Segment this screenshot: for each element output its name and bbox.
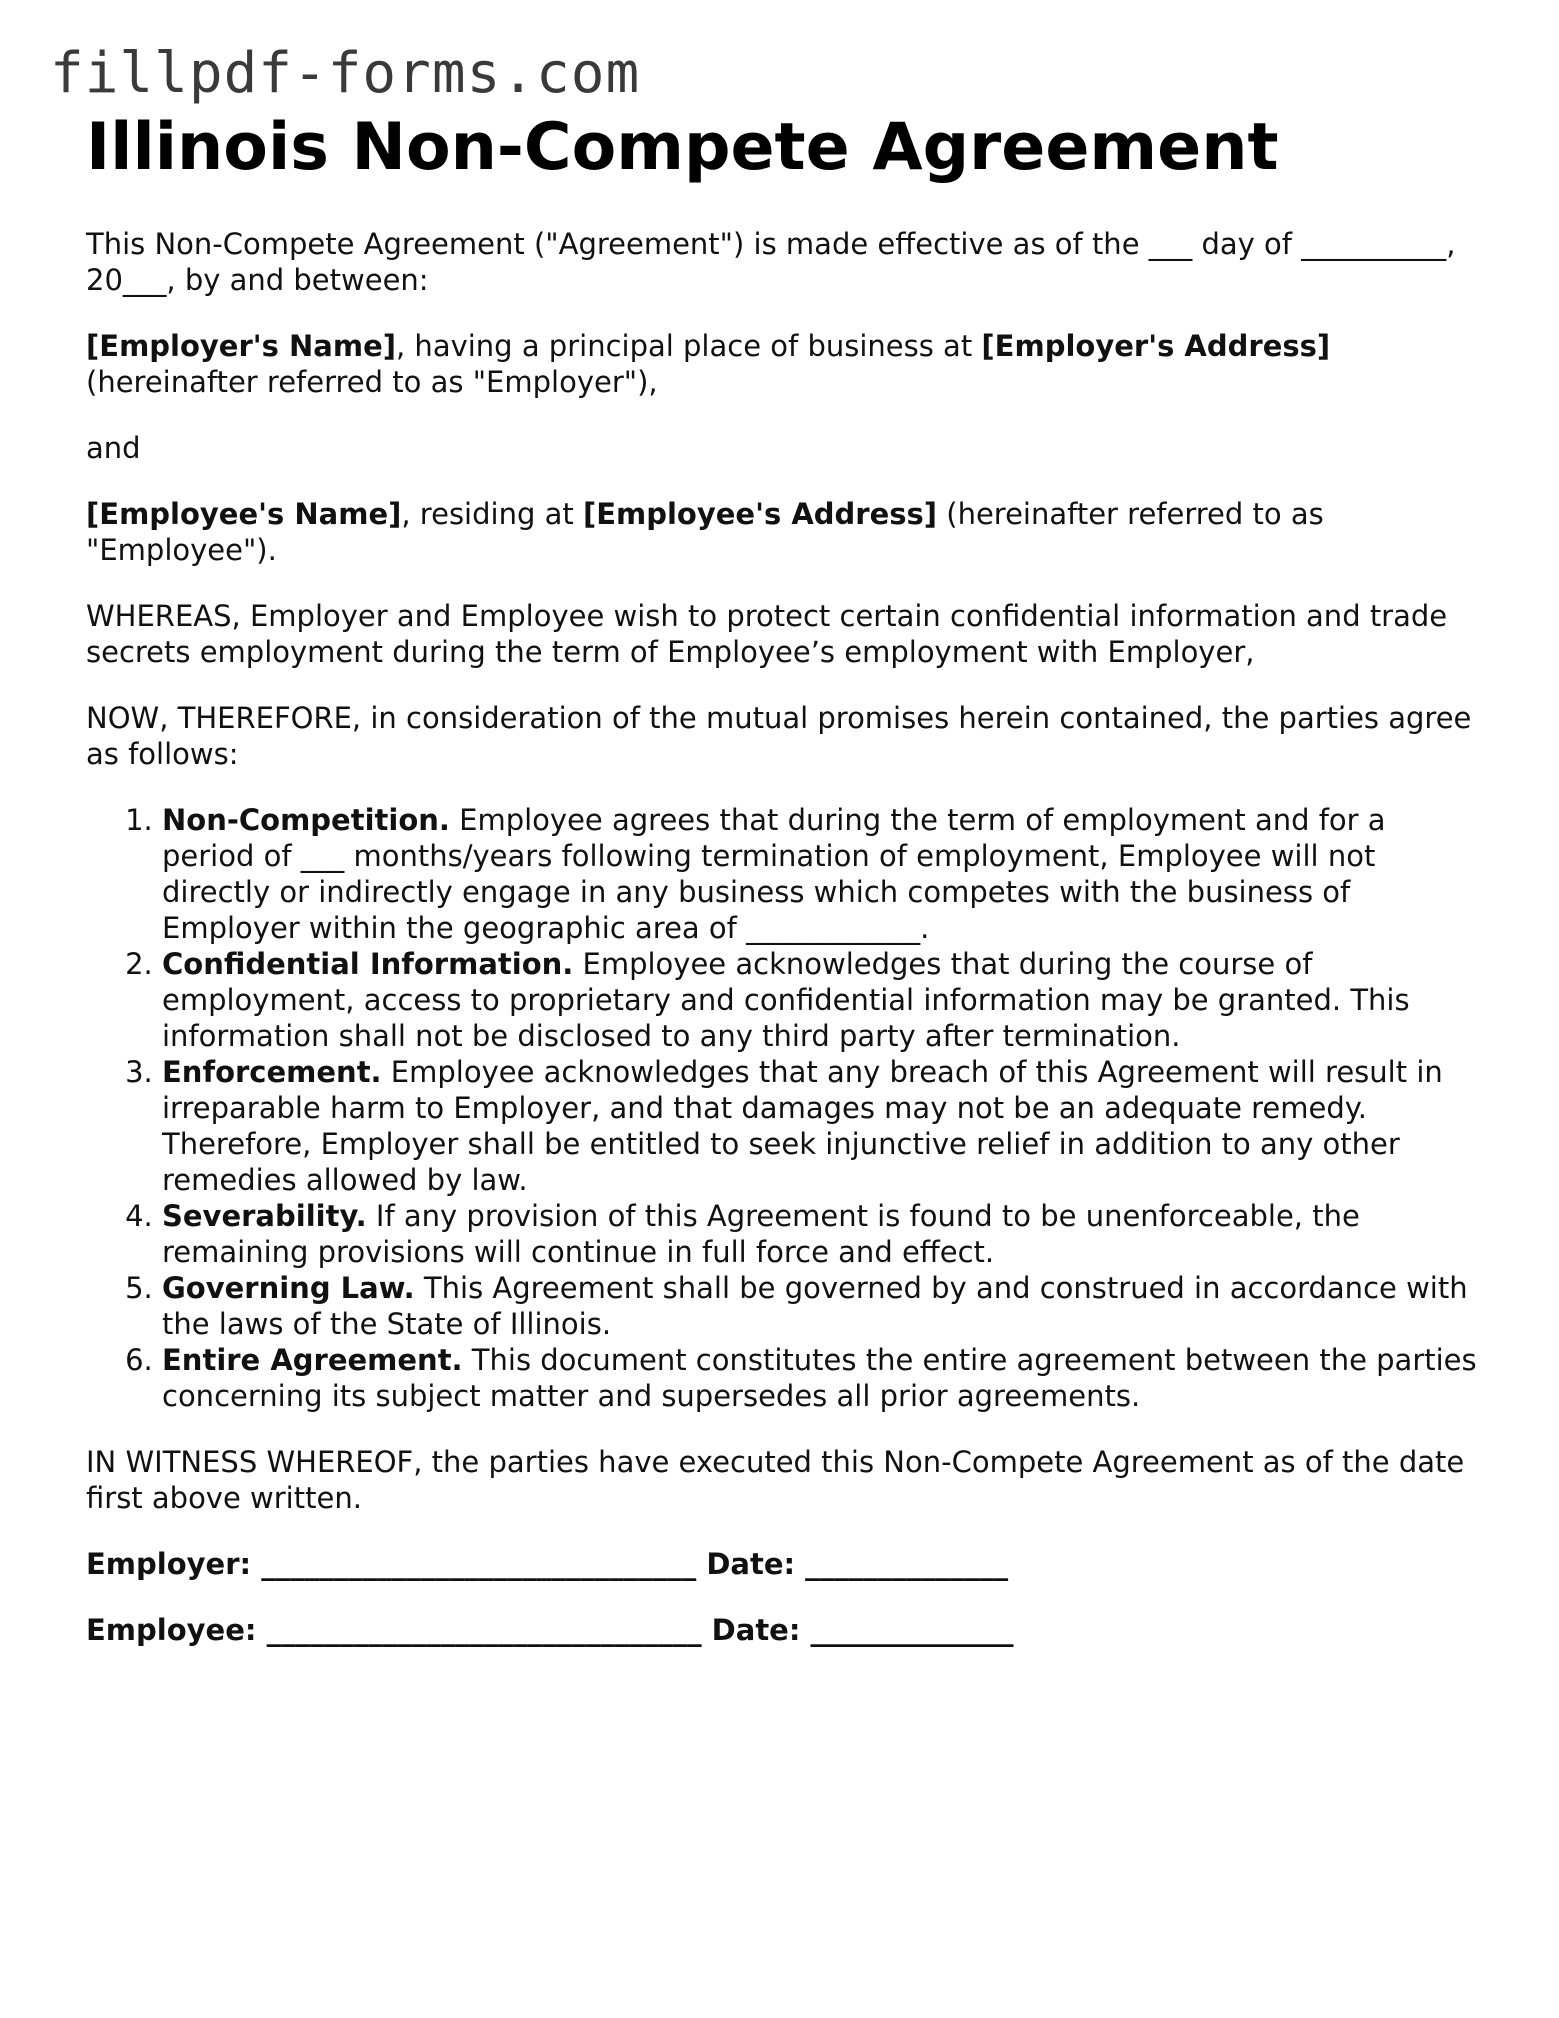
employee-address-placeholder: [Employee's Address]: [582, 497, 938, 531]
document-body: [86, 110, 1486, 1678]
clause-heading: Enforcement.: [162, 1055, 382, 1089]
clause-item: [162, 1198, 1486, 1270]
employee-party-paragraph: [86, 496, 1486, 568]
clause-item: [162, 946, 1486, 1054]
employer-party-tail: (hereinafter referred to as "Employer"),: [86, 365, 658, 399]
employee-party-middle: , residing at: [401, 497, 583, 531]
clause-item: [162, 1054, 1486, 1198]
clause-heading: Governing Law.: [162, 1271, 415, 1305]
clause-heading: Severability.: [162, 1199, 367, 1233]
clause-text: Employee acknowledges that any breach of this Agreement will result in irreparable harm to Employer, and that damages may not be an adequate remedy. Therefore, Employer shall be entitled to seek injunctive relief in addition to any other remedies allowed by law.: [162, 1055, 1443, 1197]
intro-paragraph: This Non-Compete Agreement ("Agreement") is made effective as of the ___ day of __________, 20___, by and between:: [86, 227, 1456, 297]
clause-text: This Agreement shall be governed by and construed in accordance with the laws of the State of Illinois.: [162, 1271, 1468, 1341]
document-title: Illinois Non-Compete Agreement: [86, 110, 1279, 185]
clause-text: If any provision of this Agreement is found to be unenforceable, the remaining provisions will continue in full force and effect.: [162, 1199, 1360, 1269]
clause-text: Employee acknowledges that during the course of employment, access to proprietary and confidential information may be granted. This information shall not be disclosed to any third party after termination.: [162, 947, 1410, 1053]
watermark-text: fillpdf-forms.com: [50, 41, 641, 106]
clause-heading: Non-Competition.: [162, 803, 450, 837]
clause-text: Employee agrees that during the term of employment and for a period of ___ months/years following termination of employment, Employee will not directly or indirectly engage in any business which competes with the business of Employer within the geographic area of ____________.: [162, 803, 1386, 945]
whereas-paragraph: WHEREAS, Employer and Employee wish to protect certain confidential information and trade secrets employment during the term of Employee’s employment with Employer,: [86, 599, 1448, 669]
employee-name-placeholder: [Employee's Name]: [86, 497, 402, 531]
employee-party-tail: (hereinafter referred to as "Employee").: [86, 497, 1324, 567]
clause-item: [162, 1342, 1486, 1414]
employer-name-placeholder: [Employer's Name]: [86, 329, 396, 363]
clause-item: [162, 802, 1486, 946]
clause-list: [86, 802, 1486, 1414]
employer-party-middle: , having a principal place of business at: [396, 329, 982, 363]
and-paragraph: and: [86, 431, 141, 465]
clause-item: [162, 1270, 1486, 1342]
now-therefore-paragraph: NOW, THEREFORE, in consideration of the mutual promises herein contained, the parties agree as follows:: [86, 701, 1472, 771]
employer-signature-line: Employer: ______________________________ Date: ______________: [86, 1547, 1009, 1581]
employee-signature-line: Employee: ______________________________ Date: ______________: [86, 1613, 1014, 1647]
clause-heading: Entire Agreement.: [162, 1343, 463, 1377]
clause-text: This document constitutes the entire agreement between the parties concerning its subject matter and supersedes all prior agreements.: [162, 1343, 1477, 1413]
employer-address-placeholder: [Employer's Address]: [981, 329, 1331, 363]
clause-heading: Confidential Information.: [162, 947, 574, 981]
witness-paragraph: IN WITNESS WHEREOF, the parties have executed this Non-Compete Agreement as of the date first above written.: [86, 1445, 1465, 1515]
employer-party-paragraph: [86, 328, 1486, 400]
